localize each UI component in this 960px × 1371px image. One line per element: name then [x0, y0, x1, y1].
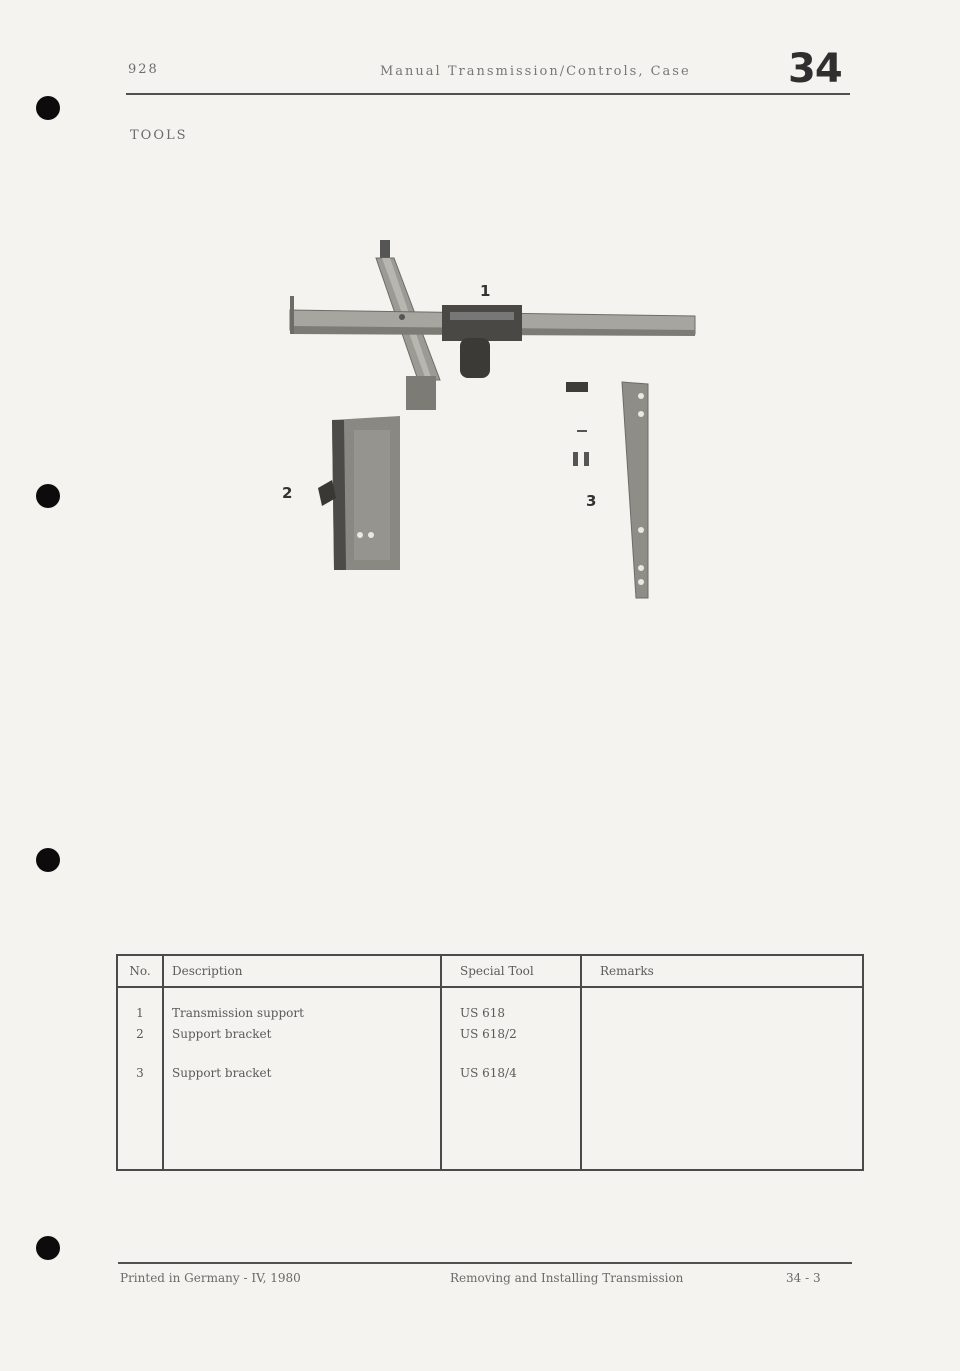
table-header-row [117, 955, 863, 987]
cell-description: Transmission support [163, 987, 441, 1027]
col-header-remarks: Remarks [581, 955, 863, 987]
support-bracket-3-illustration [566, 382, 648, 598]
callout-2: 2 [282, 484, 293, 502]
table-row [117, 1066, 863, 1170]
tools-photo [270, 230, 710, 620]
cell-no: 3 [117, 1066, 163, 1170]
footer-rule [118, 1262, 852, 1264]
punch-hole-3 [36, 848, 60, 872]
col-header-special-tool: Special Tool [441, 955, 581, 987]
table-row [117, 1027, 863, 1066]
cell-special-tool: US 618 [441, 987, 581, 1027]
cell-remarks [581, 1066, 863, 1170]
header-rule [126, 93, 850, 95]
header-model: 928 [128, 62, 159, 77]
footer-chapter: Removing and Installing Transmission [450, 1271, 684, 1285]
footer-printed: Printed in Germany - IV, 1980 [120, 1271, 301, 1285]
cell-description: Support bracket [163, 1027, 441, 1066]
header-group-number: 34 [788, 46, 842, 92]
cell-special-tool: US 618/2 [441, 1027, 581, 1066]
col-header-description: Description [163, 955, 441, 987]
header-title: Manual Transmission/Controls, Case [380, 64, 691, 79]
punch-hole-2 [36, 484, 60, 508]
callout-3: 3 [586, 492, 597, 510]
tools-table [116, 954, 864, 1171]
cell-remarks [581, 987, 863, 1027]
table-row [117, 987, 863, 1027]
col-header-no: No. [117, 955, 163, 987]
cell-no: 1 [117, 987, 163, 1027]
footer-page-number: 34 - 3 [786, 1271, 821, 1285]
punch-hole-4 [36, 1236, 60, 1260]
cell-no: 2 [117, 1027, 163, 1066]
punch-hole-1 [36, 96, 60, 120]
cell-remarks [581, 1027, 863, 1066]
cell-description: Support bracket [163, 1066, 441, 1170]
support-bracket-2-illustration [318, 416, 400, 570]
callout-1: 1 [480, 282, 491, 300]
section-title: TOOLS [130, 128, 188, 143]
cell-special-tool: US 618/4 [441, 1066, 581, 1170]
